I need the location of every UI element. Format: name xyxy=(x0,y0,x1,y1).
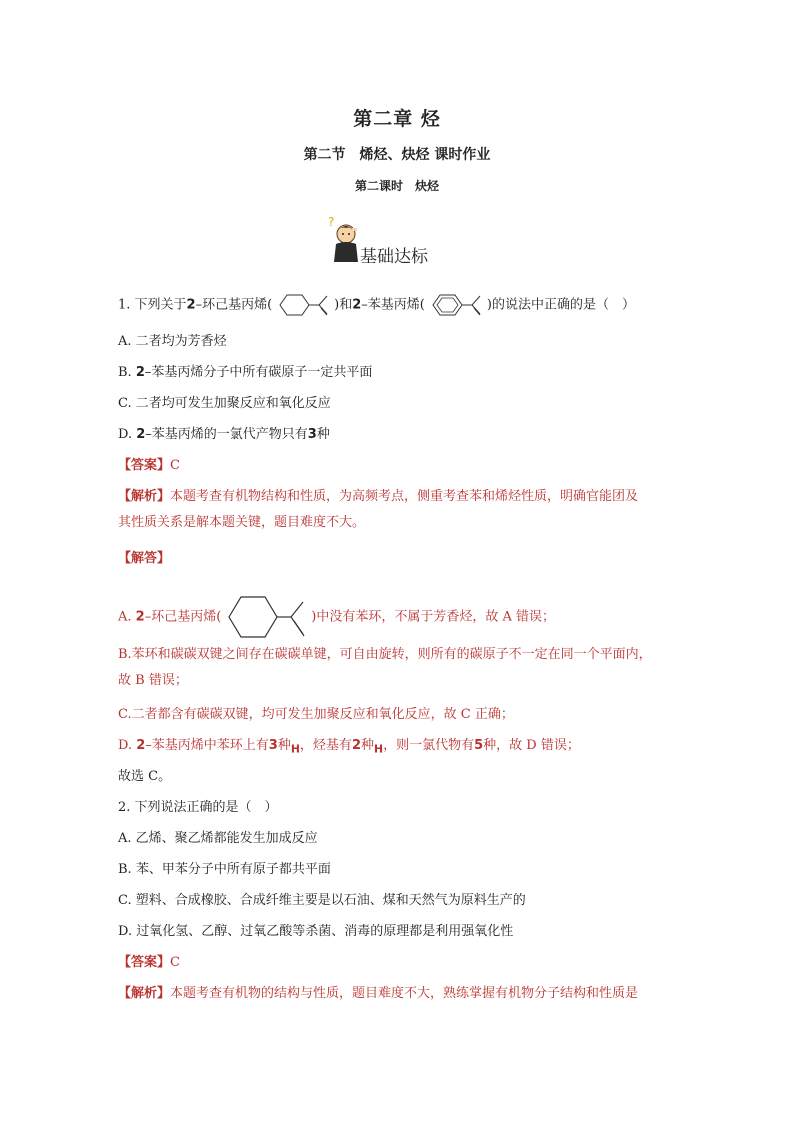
q1-solution-c: C.二者都含有碳碳双键，均可发生加聚反应和氧化反应，故 C 正确； xyxy=(118,707,514,722)
q1-option-a: A. 二者均为芳香烃 xyxy=(118,334,227,349)
q1-solution-b: B.苯环和碳碳双键之间存在碳碳单键，可自由旋转，则所有的碳原子不一定在同一个平面内， 故 B 错误； xyxy=(118,647,652,688)
q1-option-c: C. 二者均可发生加聚反应和氧化反应 xyxy=(118,396,331,411)
q2-answer: 【答案】C xyxy=(118,955,180,970)
phenyl-propene-structure xyxy=(425,292,487,318)
cyclohexyl-propene-large-structure xyxy=(221,590,311,644)
q2-stem: 2. 下列说法正确的是（ ） xyxy=(118,800,278,815)
q1-solution-a: A. 2–环己基丙烯( )中没有苯环，不属于芳香烃，故 A 错误； xyxy=(118,590,555,630)
q2-option-a: A. 乙烯、聚乙烯都能发生加成反应 xyxy=(118,831,318,846)
q1-option-d: D. 2–苯基丙烯的一氯代产物只有3种 xyxy=(118,427,330,442)
q1-option-b: B. 2–苯基丙烯分子中所有碳原子一定共平面 xyxy=(118,365,373,380)
badge-label: 基础达标 xyxy=(360,247,428,267)
basic-level-badge xyxy=(326,214,456,267)
q1-solution-d: D. 2–苯基丙烯中苯环上有3种$_H$，烃基有2种$_H$，则一氯代物有5种，故 D 错误； xyxy=(118,738,580,756)
q1-stem: 1. 下列关于2–环己基丙烯( )和2–苯基丙烯( )的说法中正确的是（ ） xyxy=(118,292,635,318)
lesson-title: 第二课时 炔烃 xyxy=(354,179,439,193)
q2-option-d: D. 过氧化氢、乙醇、过氧乙酸等杀菌、消毒的原理都是利用强氧化性 xyxy=(118,924,514,939)
section-title: 第二节 烯烃、炔烃 课时作业 xyxy=(303,147,491,163)
q2-option-b: B. 苯、甲苯分子中所有原子都共平面 xyxy=(118,862,331,877)
q2-analysis: 【解析】本题考查有机物的结构与性质，题目难度不大，熟练掌握有机物分子结构和性质是 xyxy=(118,986,639,1001)
q1-conclusion: 故选 C。 xyxy=(118,769,172,784)
q1-solution-tag: 【解答】 xyxy=(118,551,171,566)
q1-answer: 【答案】C xyxy=(118,458,180,473)
q2-option-c: C. 塑料、合成橡胶、合成纤维主要是以石油、煤和天然气为原料生产的 xyxy=(118,893,526,908)
q1-analysis: 【解析】本题考查有机物结构和性质，为高频考点，侧重考查苯和烯烃性质，明确官能团及 其性质关系是解本题关键，题目难度不大。 xyxy=(118,489,639,530)
chapter-title: 第二章 烃 xyxy=(353,108,441,130)
svg-text:?: ? xyxy=(328,215,335,229)
cyclohexyl-propene-structure xyxy=(272,292,334,318)
